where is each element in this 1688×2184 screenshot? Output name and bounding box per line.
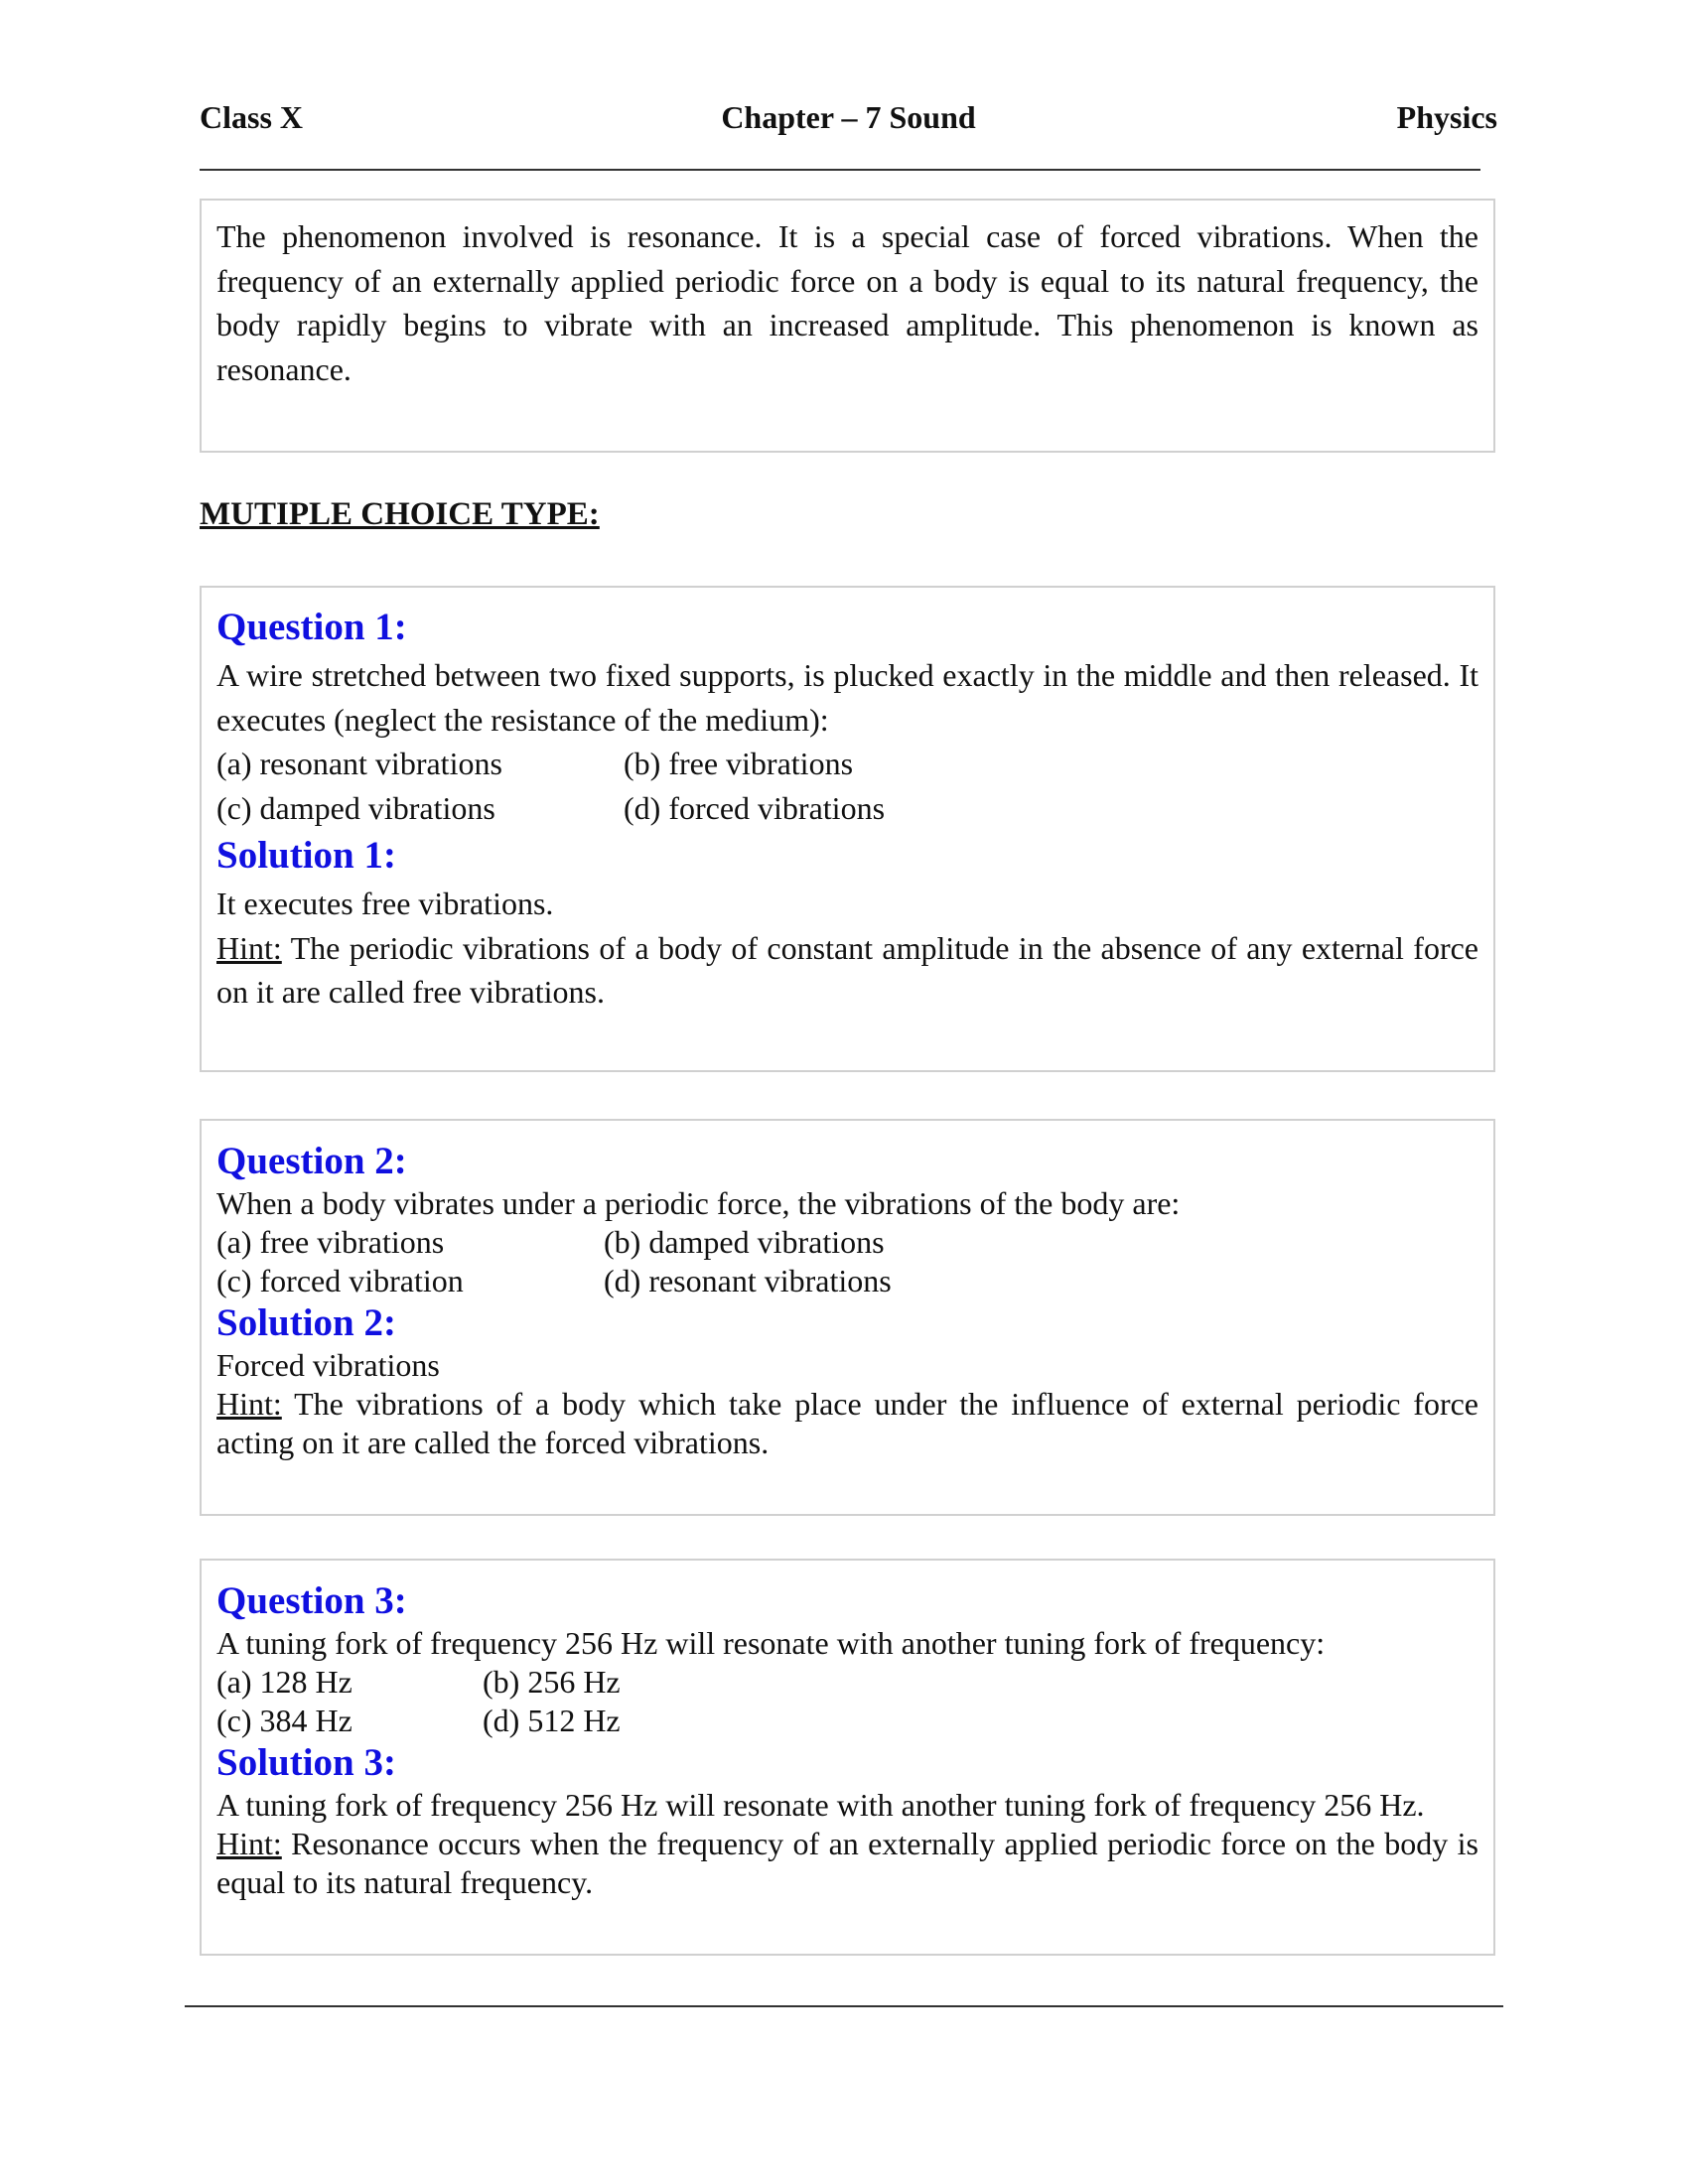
option-b: (b) free vibrations xyxy=(624,746,854,781)
hint-text: The periodic vibrations of a body of constant amplitude in the absence of any external force on it are called free vibrations. xyxy=(216,929,1478,1010)
hint xyxy=(216,1385,1478,1462)
options-row xyxy=(216,1223,1478,1262)
solution-title: Solution 2: xyxy=(216,1301,396,1344)
header-chapter: Chapter – 7 Sound xyxy=(721,99,976,135)
hint-label: Hint: xyxy=(216,929,282,966)
options-row xyxy=(216,1702,1478,1740)
option-a: (a) free vibrations xyxy=(216,1224,445,1260)
solution-answer: Forced vibrations xyxy=(216,1347,440,1383)
header-subject: Physics xyxy=(1396,99,1497,135)
question-title: Question 1: xyxy=(216,606,407,648)
hint-text: The vibrations of a body which take place under the influence of external periodic force acting on it are called the forced vibrations. xyxy=(216,1386,1478,1460)
hint xyxy=(216,926,1478,1015)
solution-title: Solution 1: xyxy=(216,834,396,877)
options-row xyxy=(216,742,1478,786)
option-a: (a) resonant vibrations xyxy=(216,746,502,781)
question-text: A tuning fork of frequency 256 Hz will resonate with another tuning fork of frequency: xyxy=(216,1625,1326,1661)
question-text: When a body vibrates under a periodic force, the vibrations of the body are: xyxy=(216,1185,1181,1221)
hint-label: Hint: xyxy=(216,1386,282,1422)
question-title: Question 3: xyxy=(216,1579,407,1622)
header-divider xyxy=(200,169,1480,171)
option-c: (c) damped vibrations xyxy=(216,789,495,826)
footer-divider xyxy=(185,2005,1503,2007)
solution-answer: A tuning fork of frequency 256 Hz will resonate with another tuning fork of frequency 256 Hz. xyxy=(216,1787,1425,1823)
hint-label: Hint: xyxy=(216,1826,282,1861)
solution-answer: It executes free vibrations. xyxy=(216,886,554,921)
option-b: (b) damped vibrations xyxy=(604,1224,885,1260)
options-row xyxy=(216,786,1478,831)
question-text: A wire stretched between two fixed supports, is plucked exactly in the middle and then released. It executes (neglect the resistance of the medium): xyxy=(216,657,1478,738)
header-class: Class X xyxy=(200,99,304,135)
question-title: Question 2: xyxy=(216,1140,407,1182)
option-c: (c) forced vibration xyxy=(216,1263,464,1298)
hint-text: Resonance occurs when the frequency of an externally applied periodic force on the body is equal to its natural frequency. xyxy=(216,1826,1478,1900)
option-b: (b) 256 Hz xyxy=(483,1664,621,1700)
option-d: (d) forced vibrations xyxy=(624,789,886,826)
intro-text: The phenomenon involved is resonance. It is a special case of forced vibrations. When the frequency of an externally applied periodic force on a body is equal to its natural frequency, the body rapidly begins to vibrate with an increased amplitude. This phenomenon is known as resonance. xyxy=(216,218,1478,387)
option-c: (c) 384 Hz xyxy=(216,1703,352,1738)
solution-title: Solution 3: xyxy=(216,1741,396,1784)
hint xyxy=(216,1825,1478,1902)
question-box-3 xyxy=(200,1559,1495,1956)
options-row xyxy=(216,1262,1478,1300)
question-box-1 xyxy=(200,586,1495,1072)
option-a: (a) 128 Hz xyxy=(216,1664,352,1700)
page-header xyxy=(200,99,1497,139)
option-d: (d) resonant vibrations xyxy=(604,1263,892,1298)
intro-box xyxy=(200,199,1495,453)
option-d: (d) 512 Hz xyxy=(483,1703,621,1738)
question-box-2 xyxy=(200,1119,1495,1516)
section-heading: MUTIPLE CHOICE TYPE: xyxy=(200,496,600,532)
options-row xyxy=(216,1663,1478,1702)
